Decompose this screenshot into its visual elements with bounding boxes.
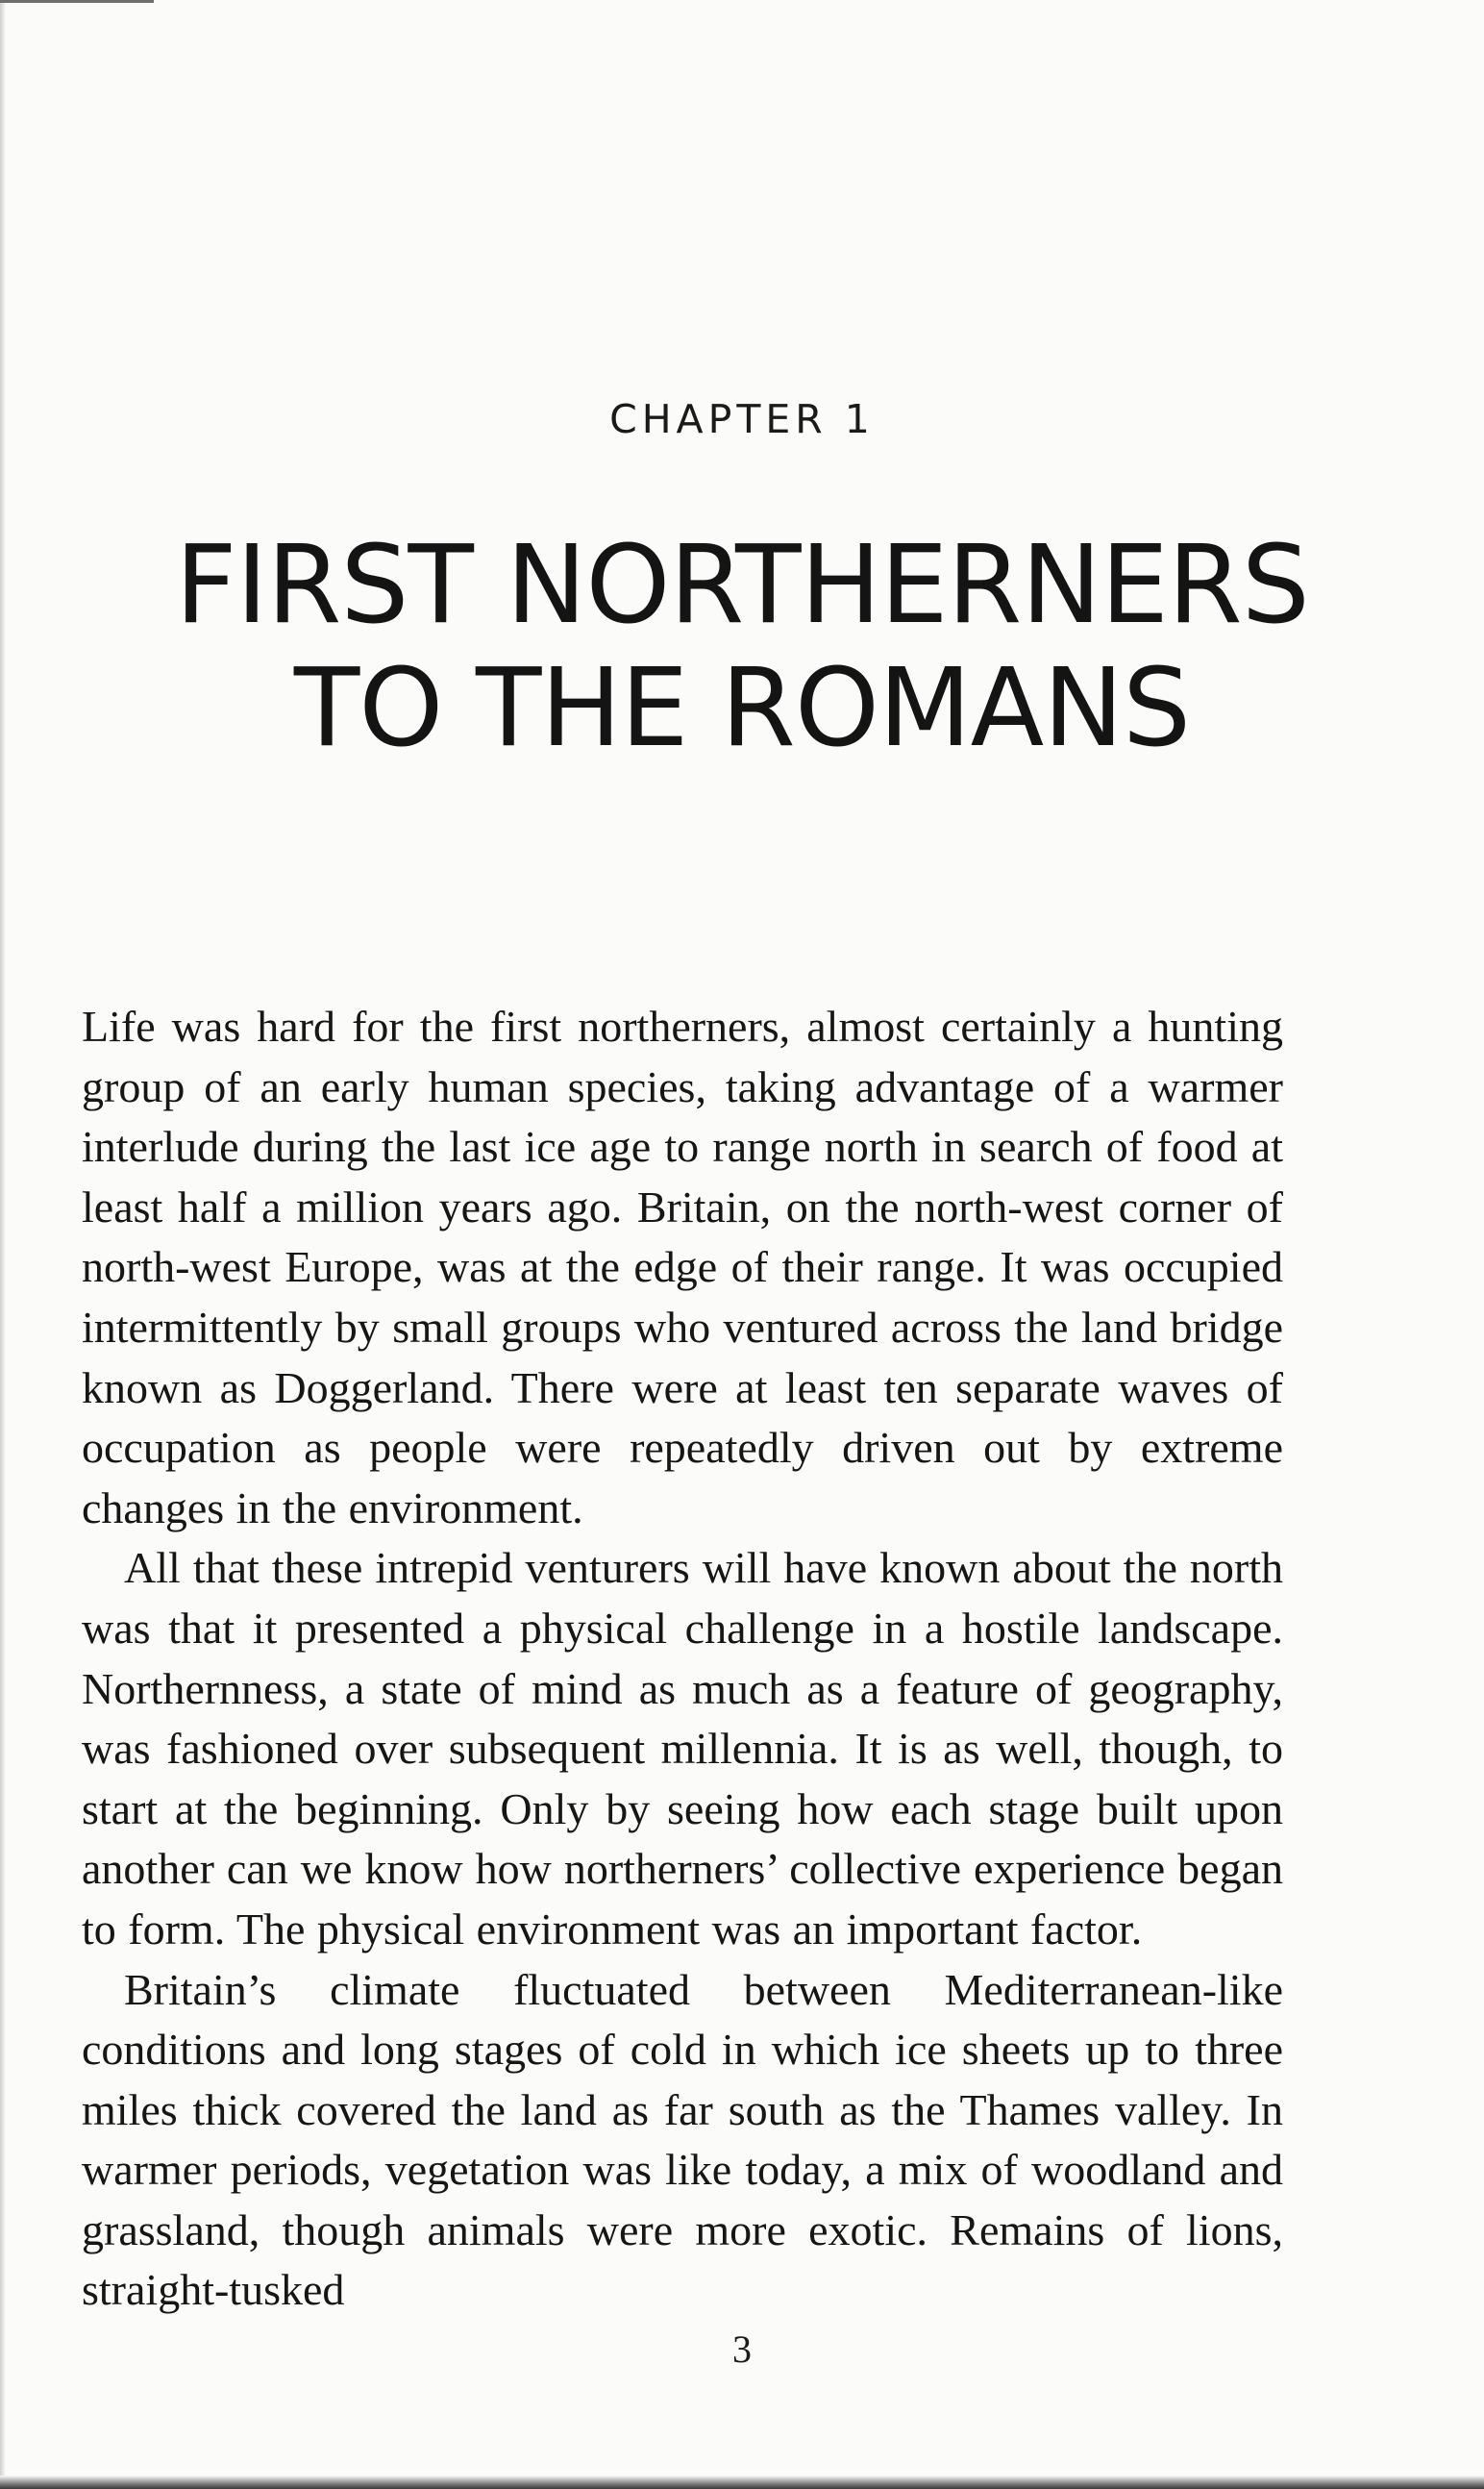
body-text bbox=[82, 997, 1283, 2321]
chapter-title-line-2: TO THE ROMANS bbox=[293, 646, 1191, 771]
chapter-label: CHAPTER 1 bbox=[609, 396, 875, 442]
paragraph-1: Life was hard for the first northerners, almost certainly a hunting group of an early human species, taking advantage of a warmer interlude during the last ice age to range north in search of food at least half a million years ago. Britain, on the north-west corner of north-west Europe, was at the edge of their range. It was occupied intermittently by small groups who ventured across the land bridge known as Doggerland. There were at least ten separate waves of occupation as people were repeatedly driven out by extreme changes in the environment. bbox=[82, 1002, 1283, 1532]
page-number: 3 bbox=[732, 2327, 752, 2371]
chapter-title-line-1: FIRST NORTHERNERS bbox=[175, 523, 1309, 648]
page-edge-rule bbox=[0, 0, 154, 3]
chapter-title bbox=[0, 524, 1484, 770]
paragraph-3: Britain’s climate fluctuated between Mediterranean-like conditions and long stages of cold in which ice sheets up to three miles thick covered the land as far south as the Thames valley. In warmer periods, vegetation was like today, a mix of woodland and grassland, though animals were more exotic. Remains of lions, straight-tusked bbox=[82, 1964, 1283, 2315]
paragraph-2: All that these intrepid venturers will have known about the north was that it presented a physical challenge in a hostile landscape. Northernness, a state of mind as much as a feature of geography, was fashioned over subsequent millennia. It is as well, though, to start at the beginning. Only by seeing how each stage built upon another can we know how northerners’ collective experience began to form. The physical environment was an important factor. bbox=[82, 1543, 1283, 1954]
